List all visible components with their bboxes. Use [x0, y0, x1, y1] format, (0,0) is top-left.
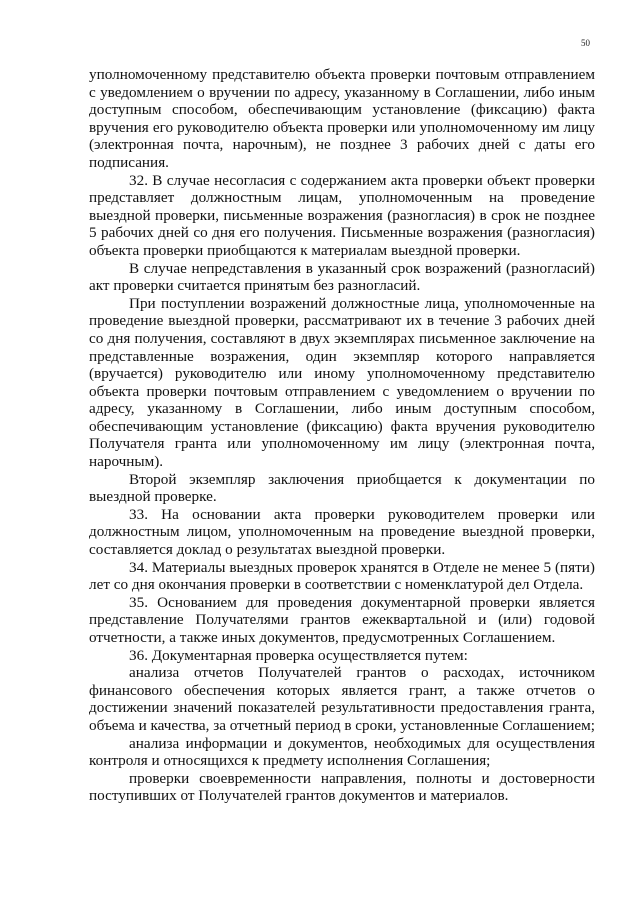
paragraph-34: 34. Материалы выездных проверок хранятся в Отделе не менее 5 (пяти) лет со дня окончания проверки в соответствии с номенклатурой дел Отдела. [89, 558, 595, 594]
page-number: 50 [581, 38, 590, 48]
paragraph-33: 33. На основании акта проверки руководителем проверки или должностным лицом, уполномоченным на проведение выездной проверки, составляется доклад о результатах выездной проверки. [89, 505, 595, 559]
paragraph-32-second-copy: Второй экземпляр заключения приобщается к документации по выездной проверке. [89, 470, 595, 506]
paragraph-32-no-objections: В случае непредставления в указанный срок возражений (разногласий) акт проверки считается принятым без разногласий. [89, 259, 595, 295]
paragraph-32: 32. В случае несогласия с содержанием акта проверки объект проверки представляет должностным лицам, уполномоченным на проведение выездной проверки, письменные возражения (разногласия) в срок не позднее 5 рабочих дней со дня его получения. Письменные возражения (разногласия) объекта проверки приобщаются к материалам выездной проверки. [89, 171, 595, 259]
paragraph-continuation: уполномоченному представителю объекта проверки почтовым отправлением с уведомлением о вручении по адресу, указанному в Соглашении, либо иным доступным способом, обеспечивающим установление (фиксацию) факта вручения его руководителю объекта проверки или уполномоченному им лицу (электронная почта, нарочным), не позднее 3 рабочих дней с даты его подписания. [89, 66, 595, 171]
document-body [89, 66, 595, 805]
paragraph-36-item-reports: анализа отчетов Получателей грантов о расходах, источником финансового обеспечения которых является грант, а также отчетов о достижении значений показателей результативности предоставления гранта, объема и качества, за отчетный период в сроки, установленные Соглашением; [89, 664, 596, 734]
paragraph-36-item-information: анализа информации и документов, необходимых для осуществления контроля и относящихся к предмету исполнения Соглашения; [89, 734, 595, 770]
paragraph-36: 36. Документарная проверка осуществляется путем: [129, 646, 468, 664]
paragraph-32-objections-review: При поступлении возражений должностные лица, уполномоченные на проведение выездной проверки, рассматривают их в течение 3 рабочих дней со дня получения, составляют в двух экземплярах письменное заключение на представленные возражения, один экземпляр которого направляется (вручается) руководителю или иному уполномоченному представителю объекта проверки почтовым отправлением с уведомлением о вручении по адресу, указанному в Соглашении, либо иным доступным способом, обеспечивающим установление (фиксацию) факта вручения руководителю Получателя гранта или уполномоченному им лицу (электронная почта, нарочным). [89, 294, 595, 471]
paragraph-36-item-timeliness: проверки своевременности направления, полноты и достоверности поступивших от Получателей грантов документов и материалов. [89, 769, 595, 805]
paragraph-35: 35. Основанием для проведения документарной проверки является представление Получателями грантов ежеквартальной и (или) годовой отчетности, а также иных документов, предусмотренных Соглашением. [89, 593, 595, 646]
